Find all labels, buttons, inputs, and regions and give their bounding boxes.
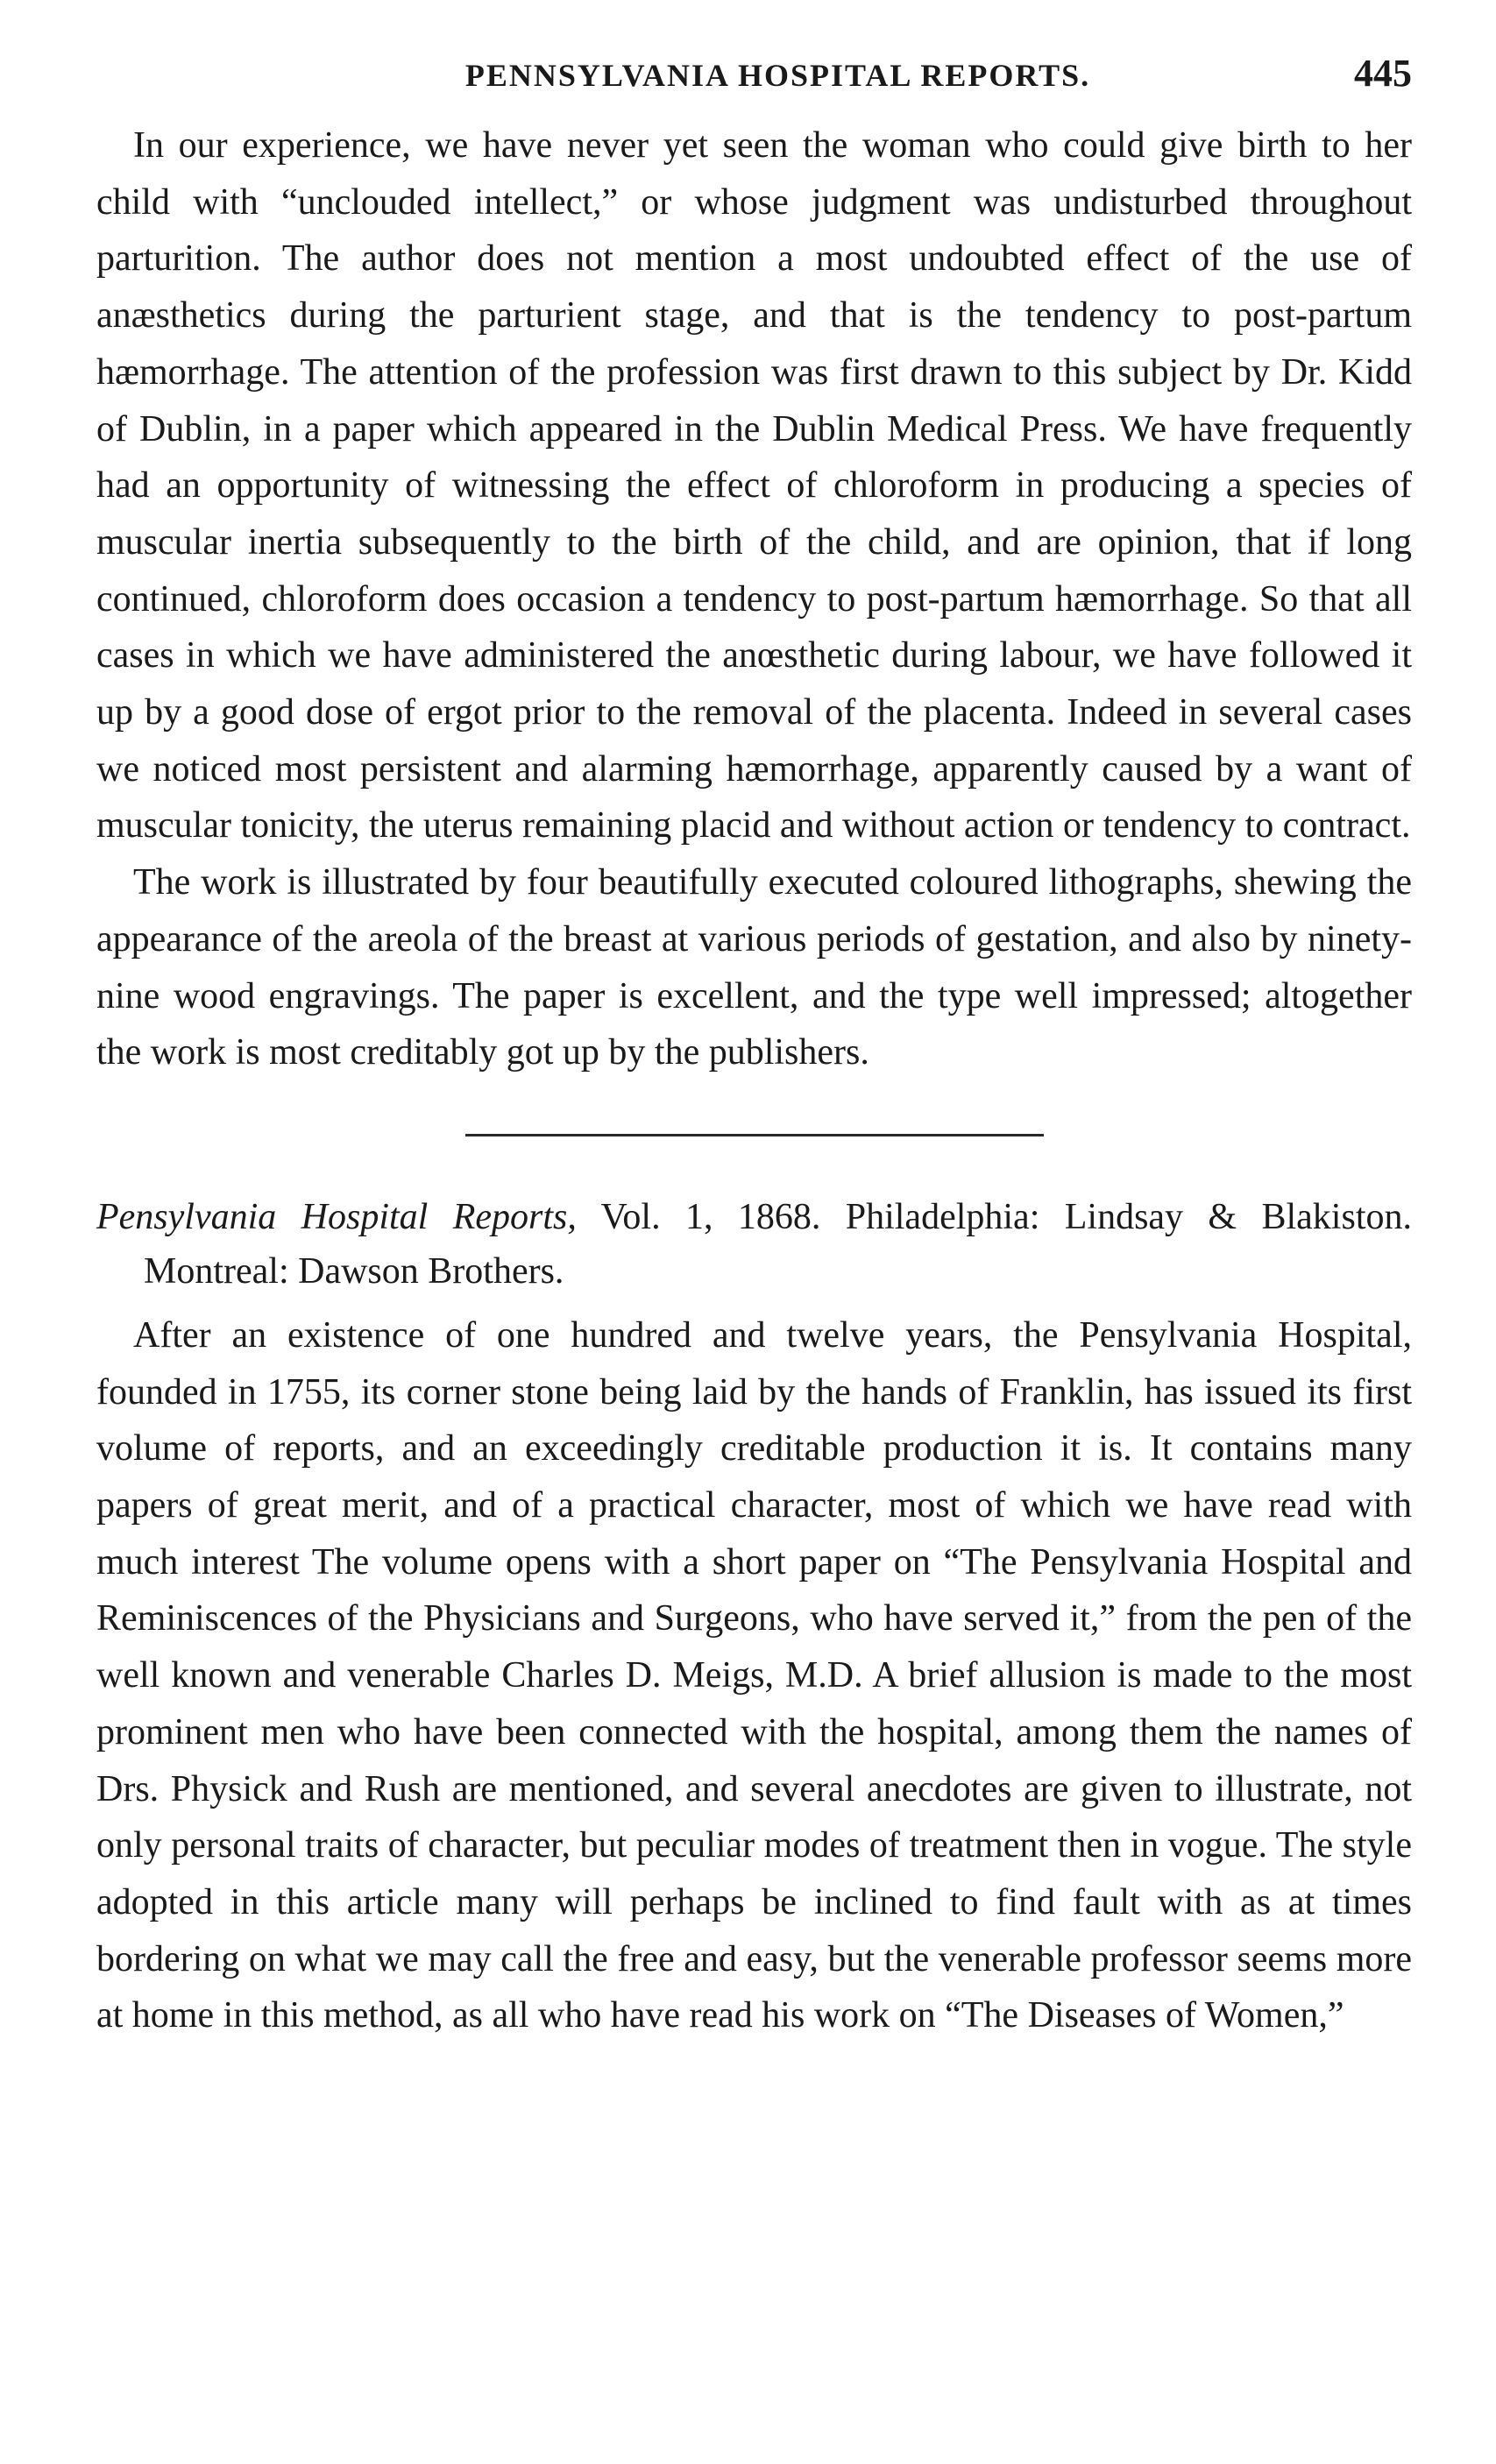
section-divider	[96, 1081, 1412, 1190]
review-1-paragraph-2: The work is illustrated by four beautifully executed coloured lithographs, shewing the appearance of the areola of the breast at various periods of gestation, and also by ninety-nine wood engravings. The paper is excellent, and the type well impressed; altogether the work is most creditably got up by the publishers.	[96, 862, 1412, 1073]
running-head	[96, 51, 1412, 112]
citation-journal-title: Pensylvania Hospital Reports,	[96, 1196, 577, 1237]
horizontal-rule	[465, 1134, 1044, 1136]
citation-publication-details: Vol. 1, 1868. Philadelphia: Lindsay & Blakiston. Montreal: Dawson Brothers.	[144, 1196, 1412, 1292]
review-1-paragraph-1: In our experience, we have never yet seen the woman who could give birth to her child with “unclouded intellect,” or whose judgment was undisturbed throughout parturition. The author does not mention a most undoubted effect of the use of anæsthetics during the parturient stage, and that is the tendency to post-partum hæmorrhage. The attention of the profession was first drawn to this subject by Dr. Kidd of Dublin, in a paper which appeared in the Dublin Medical Press. We have frequently had an opportunity of witnessing the effect of chloroform in producing a species of muscular inertia subsequently to the birth of the child, and are opinion, that if long continued, chloroform does occasion a tendency to post-partum hæmorrhage. So that all cases in which we have administered the anœsthetic during labour, we have followed it up by a good dose of ergot prior to the removal of the placenta. Indeed in several cases we noticed most persistent and alarming hæmorrhage, apparently caused by a want of muscular tonicity, the uterus remaining placid and without action or tendency to contract.	[96, 125, 1412, 846]
review-2-paragraph-1: After an existence of one hundred and twelve years, the Pensylvania Hospital, founded in 1755, its corner stone being laid by the hands of Franklin, has issued its first volume of reports, and an exceedingly creditable production it is. It contains many papers of great merit, and of a practical character, most of which we have read with much interest The volume opens with a short paper on “The Pensylvania Hospital and Reminiscences of the Physicians and Surgeons, who have served it,” from the pen of the well known and venerable Charles D. Meigs, M.D. A brief allusion is made to the most prominent men who have been connected with the hospital, among them the names of Drs. Physick and Rush are mentioned, and several anecdotes are given to illustrate, not only personal traits of character, but peculiar modes of treatment then in vogue. The style adopted in this article many will perhaps be inclined to find fault with as at times bordering on what we may call the free and easy, but the venerable professor seems more at home in this method, as all who have read his work on “The Diseases of Women,”	[96, 1314, 1412, 2036]
review-2-citation	[96, 1190, 1412, 1299]
running-title: PENNSYLVANIA HOSPITAL REPORTS.	[464, 58, 1091, 93]
page-number: 445	[1354, 52, 1412, 95]
